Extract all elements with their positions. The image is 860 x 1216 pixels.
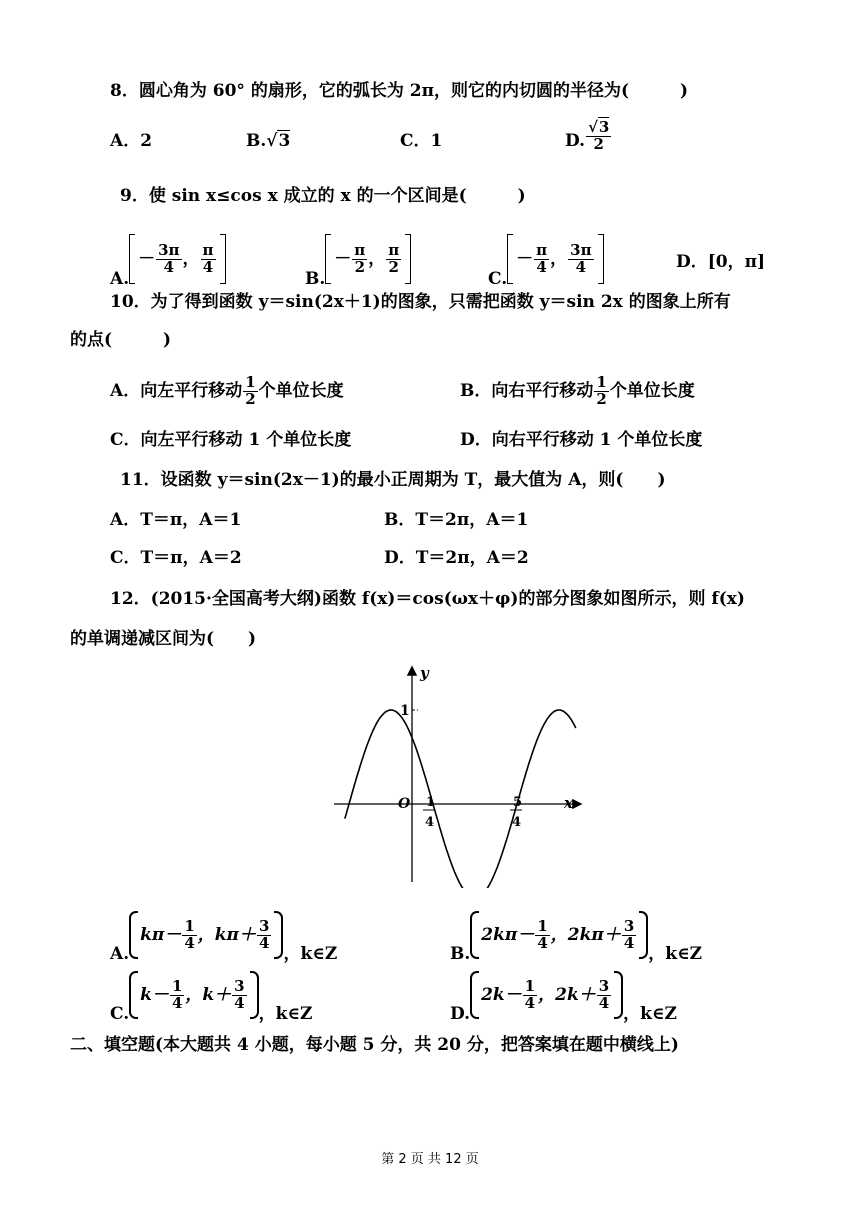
- q10-option-d: D．向右平行移动 1 个单位长度: [460, 430, 703, 450]
- q11-option-c: C．T＝π，A＝2: [110, 548, 242, 568]
- q12-option-b: B. 2kπ－ $\frac{1}{4}$ ，2kπ＋ $\frac{3}{4}$ ，k∈Z: [450, 910, 702, 960]
- q9-stem: 9．使 sin x≤cos x 成立的 x 的一个区间是( ): [120, 186, 526, 206]
- section-2-heading: 二、填空题(本大题共 4 小题，每小题 5 分，共 20 分，把答案填在题中横线上): [70, 1035, 679, 1055]
- x-tick-5-4-num: 5: [513, 795, 523, 810]
- q11-option-b: B．T＝2π，A＝1: [384, 510, 529, 530]
- x-tick-1-4-num: 1: [426, 795, 436, 810]
- q12-stem: 12．(2015·全国高考大纲)函数 f(x)＝cos(ωx＋φ)的部分图象如图所示，则 f(x): [110, 589, 745, 609]
- cosine-curve: [345, 710, 576, 888]
- x-tick-1-4-den: 4: [425, 815, 435, 830]
- q12-option-c: C. k－ $\frac{1}{4}$ ，k＋ $\frac{3}{4}$ ，k∈Z: [110, 970, 312, 1020]
- origin-label: O: [398, 796, 411, 812]
- q9-option-b: B. － $\frac{\pi}{2}$ ， $\frac{\pi}{2}$: [305, 234, 411, 282]
- q9-option-c: C. － $\frac{\pi}{4}$ ， $\frac{3\pi}{4}$: [488, 234, 604, 282]
- q9-option-d: D．[0，π]: [676, 252, 766, 272]
- q8-option-b: B.√3: [246, 131, 291, 151]
- q9-option-a: A. － $\frac{3\pi}{4}$ ， $\frac{\pi}{4}$: [110, 234, 226, 282]
- q12-stem-cont: 的单调递减区间为( ): [70, 629, 257, 649]
- q8-stem: 8．圆心角为 60° 的扇形，它的弧长为 2π，则它的内切圆的半径为( ): [110, 81, 689, 101]
- q11-stem: 11．设函数 y＝sin(2x－1)的最小正周期为 T，最大值为 A，则( ): [120, 470, 666, 490]
- q10-stem: 10．为了得到函数 y＝sin(2x＋1)的图象，只需把函数 y＝sin 2x 的图象上所有: [110, 292, 731, 312]
- q12-option-d: D. 2k－ $\frac{1}{4}$ ，2k＋ $\frac{3}{4}$ ，k∈Z: [450, 970, 677, 1020]
- page-footer: 第 2 页 共 12 页: [381, 1152, 479, 1167]
- x-tick-5-4-den: 4: [512, 815, 522, 830]
- q10-stem-cont: 的点( ): [70, 330, 172, 350]
- function-graph: [322, 660, 592, 888]
- x-axis-label: x: [564, 794, 573, 812]
- y-axis-label: y: [420, 664, 429, 682]
- q8-option-d: D. $\frac{√3}{2}$: [565, 118, 610, 153]
- q8-option-c: C．1: [400, 131, 443, 151]
- q12-option-a: A. kπ－ $\frac{1}{4}$ ，kπ＋ $\frac{3}{4}$ ，k∈Z: [110, 910, 337, 960]
- q11-option-a: A．T＝π，A＝1: [110, 510, 242, 530]
- y-tick-1: 1: [400, 703, 410, 719]
- q8-option-a: A．2: [110, 131, 153, 151]
- q10-option-b: B．向右平行移动 $\frac{1}{2}$ 个单位长度: [460, 373, 695, 408]
- q11-option-d: D．T＝2π，A＝2: [384, 548, 529, 568]
- q10-option-a: A．向左平行移动 $\frac{1}{2}$ 个单位长度: [110, 373, 344, 408]
- q10-option-c: C．向左平行移动 1 个单位长度: [110, 430, 352, 450]
